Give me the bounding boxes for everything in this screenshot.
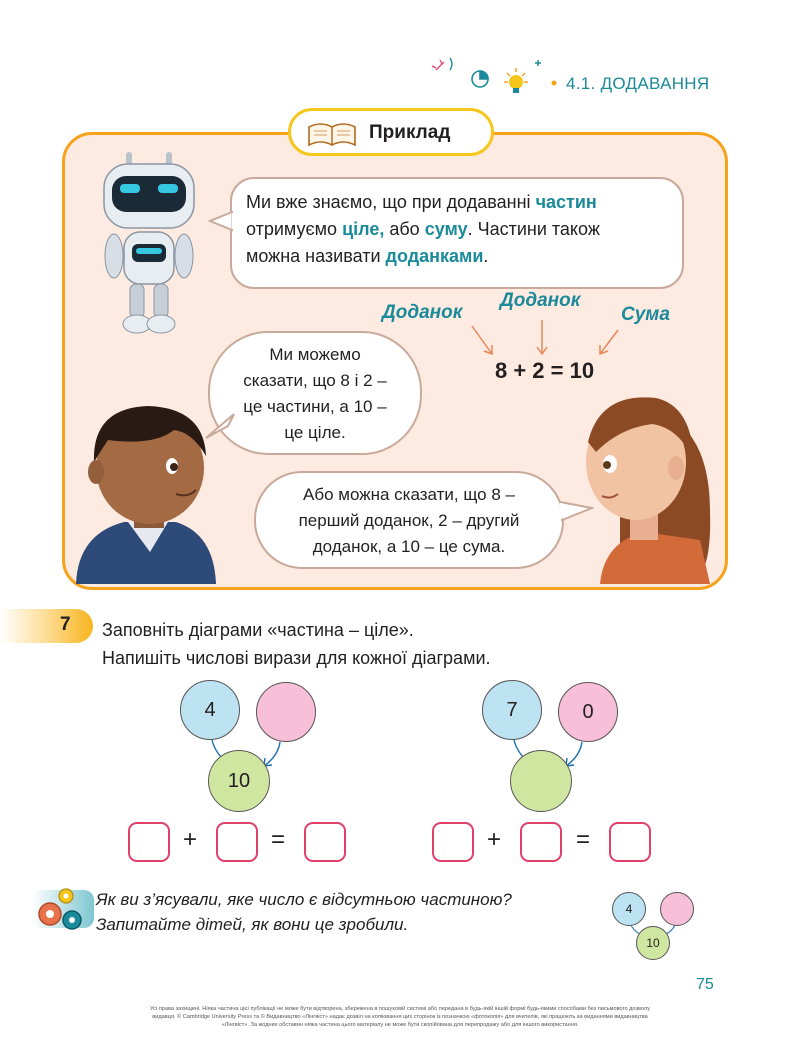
decorative-icons bbox=[430, 52, 560, 102]
example-tab-label: Приклад bbox=[369, 122, 451, 143]
example-tab bbox=[288, 108, 494, 156]
mini-diagram-whole: 10 bbox=[636, 926, 670, 960]
girl-bubble-line: перший доданок, 2 – другий bbox=[298, 511, 520, 530]
text: . bbox=[483, 246, 489, 266]
diagram-1-part-right[interactable] bbox=[256, 682, 316, 742]
keyword-sum: суму bbox=[424, 219, 468, 239]
bubble-tail bbox=[208, 208, 234, 234]
label-sum: Сума bbox=[621, 304, 670, 325]
boy-bubble-line: це ціле. bbox=[284, 423, 346, 442]
task-number: 7 bbox=[60, 614, 71, 635]
text: можна називати bbox=[246, 246, 386, 266]
expression-2-box-result[interactable] bbox=[609, 822, 651, 862]
mini-diagram-part-left: 4 bbox=[612, 892, 646, 926]
robot-bubble-line-3 bbox=[246, 243, 666, 270]
task-instruction-1: Заповніть діаграми «частина – ціле». bbox=[102, 620, 414, 640]
task-number-badge bbox=[0, 609, 93, 643]
text: . Частини також bbox=[467, 219, 600, 239]
text: отримуємо bbox=[246, 219, 343, 239]
boy-bubble-line: Ми можемо bbox=[269, 345, 361, 364]
diagram-1-whole[interactable]: 10 bbox=[208, 750, 270, 812]
diagram-2-whole[interactable] bbox=[510, 750, 572, 812]
text: або bbox=[384, 219, 425, 239]
equals-sign: = bbox=[576, 826, 591, 853]
pie-chart-icon bbox=[472, 71, 488, 87]
equals-sign: = bbox=[271, 826, 286, 853]
open-book-icon bbox=[307, 121, 357, 147]
boy-bubble-line: сказати, що 8 і 2 – bbox=[243, 371, 387, 390]
keyword-parts: частин bbox=[535, 192, 597, 212]
robot-bubble-line-2 bbox=[246, 216, 666, 243]
copyright-notice: Усі права захищені. Ніяка частина цієї публікації не може бути відтворена, збережена в пошуковій системі або передана в будь-якій іншій формі будь-якими способами без письмового дозволу видавця. © Cambridge University Press та © Видавництво «Лінгвіст» надає дозвіл на копіювання цих сторінок із позначкою «фотокопія» для вчителів, які працюють за виданнями видавництва «Лінгвіст». За жодних обставин ніяка частина цього матеріалу не може бути скопійована для перепродажу або для іншого використання. bbox=[150, 1006, 651, 1028]
robot-speech-bubble bbox=[230, 177, 684, 289]
expression-1-box-1[interactable] bbox=[128, 822, 170, 862]
label-addend-2: Доданок bbox=[500, 290, 581, 311]
teacher-note-line-1: Як ви з’ясували, яке число є відсутньою частиною? bbox=[96, 890, 512, 909]
section-title: 4.1. ДОДАВАННЯ bbox=[566, 74, 710, 93]
bubble-tail bbox=[204, 412, 238, 442]
page-number: 75 bbox=[696, 976, 714, 993]
robot-illustration bbox=[86, 152, 212, 342]
equation: 8 + 2 = 10 bbox=[495, 358, 595, 383]
text: Ми вже знаємо, що при додаванні bbox=[246, 192, 536, 212]
sparkle-icon bbox=[432, 58, 452, 70]
lightbulb-icon bbox=[504, 68, 528, 93]
gears-icon bbox=[32, 884, 94, 936]
robot-bubble-line-1 bbox=[246, 189, 666, 216]
expression-2-box-1[interactable] bbox=[432, 822, 474, 862]
diagram-2-part-left[interactable]: 7 bbox=[482, 680, 542, 740]
expression-1-box-result[interactable] bbox=[304, 822, 346, 862]
boy-illustration bbox=[64, 388, 224, 584]
keyword-addends: доданками bbox=[385, 246, 484, 266]
plus-sign: + bbox=[183, 826, 198, 853]
expression-1-box-2[interactable] bbox=[216, 822, 258, 862]
girl-bubble-line: доданок, а 10 – це сума. bbox=[312, 537, 506, 556]
keyword-whole: ціле, bbox=[342, 219, 385, 239]
bubble-tail bbox=[558, 498, 594, 526]
diagram-1-part-left[interactable]: 4 bbox=[180, 680, 240, 740]
mini-diagram-part-right bbox=[660, 892, 694, 926]
girl-bubble-line: Або можна сказати, що 8 – bbox=[303, 485, 515, 504]
girl-illustration bbox=[560, 372, 720, 584]
boy-bubble-line: це частини, а 10 – bbox=[243, 397, 387, 416]
task-instruction-2: Напишіть числові вирази для кожної діаграми. bbox=[102, 648, 491, 668]
expression-2-box-2[interactable] bbox=[520, 822, 562, 862]
boy-speech-bubble bbox=[208, 331, 422, 455]
label-addend-1: Доданок bbox=[382, 302, 463, 323]
teacher-note-line-2: Запитайте дітей, як вони це зробили. bbox=[96, 915, 409, 934]
diagram-2-part-right[interactable]: 0 bbox=[558, 682, 618, 742]
label-arrows bbox=[470, 318, 620, 360]
girl-speech-bubble bbox=[254, 471, 564, 569]
plus-sign: + bbox=[487, 826, 502, 853]
